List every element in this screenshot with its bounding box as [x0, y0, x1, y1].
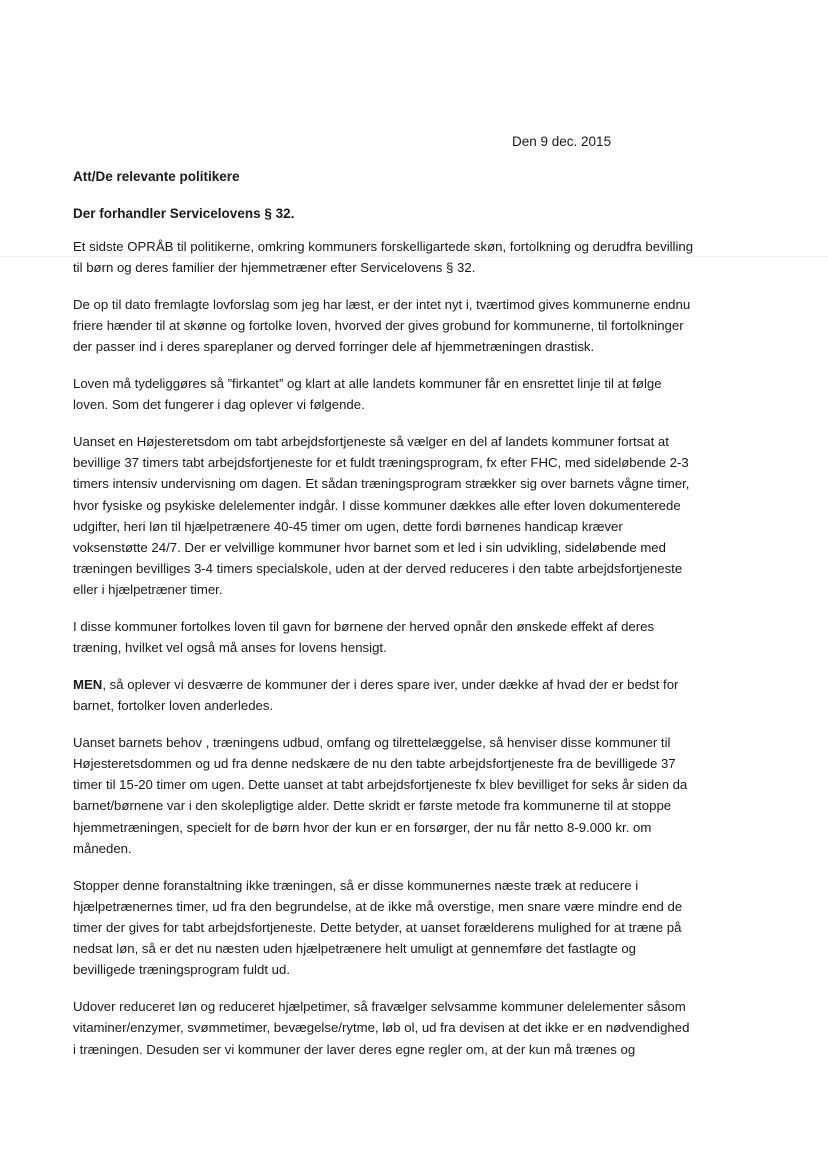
paragraph-6 [73, 674, 753, 716]
paragraph-line: hvor fysiske og psykiske delelementer indgår. I disse kommuner dækkes alle efter loven dokumenterede [73, 497, 681, 513]
paragraph-line: timer der gives for tabt arbejdsfortjeneste. Dette betyder, at uanset forælderens mulighed for at træne på [73, 919, 682, 935]
emphasis-men: MEN [73, 676, 103, 692]
paragraph-line: loven. Som det fungerer i dag oplever vi følgende. [73, 397, 365, 413]
paragraph-8 [73, 875, 753, 981]
paragraph-line: Uanset barnets behov , træningens udbud, omfang og tilrettelæggelse, så henviser disse kommuner til [73, 734, 671, 750]
paragraph-line: timers intensiv undervisning om dagen. Et sådan træningsprogram strækker sig over barnets vågne timer, [73, 476, 690, 492]
paragraph-line: Uanset en Højesteretsdom om tabt arbejdsfortjeneste så vælger en del af landets kommuner fortsat at [73, 433, 669, 449]
paragraph-5 [73, 616, 753, 658]
paragraph-line: bevilligede træningsprogram fuldt ud. [73, 962, 290, 978]
paragraph-line: barnet/børnene var i den skolepligtige alder. Dette skridt er første metode fra kommunerne til at stoppe [73, 798, 672, 814]
paragraph-line: træningen bevilliges 3-4 timers specialskole, uden at der derved reduceres i den tabte arbejdsfortjeneste [73, 561, 683, 577]
paragraph-line: Et sidste OPRÅB til politikerne, omkring kommuners forskelligartede skøn, fortolkning og derudfra bevilling [73, 239, 694, 254]
paragraph-line: til børn og deres familier der hjemmetræner efter Servicelovens § 32. [73, 260, 476, 276]
paragraph-line: Stopper denne foranstaltning ikke træningen, så er disse kommunernes næste træk at reducere i [73, 877, 639, 893]
paragraph-line: vitaminer/enzymer, svømmetimer, bevægelse/rytme, løb ol, ud fra devisen at det ikke er en nødvendighed [73, 1020, 690, 1036]
paragraph-1 [73, 236, 753, 278]
paragraph-line: Udover reduceret løn og reduceret hjælpetimer, så fravælger selvsamme kommuner delelementer såsom [73, 999, 686, 1015]
paragraph-3 [73, 373, 753, 415]
paragraph-line: Højesteretsdommen og ud fra denne nedskære de nu den tabte arbejdsfortjeneste fra de bevilligede 37 [73, 756, 676, 772]
paragraph-line: nedsat løn, så er det nu næsten uden hjælpetrænere helt umuligt at gennemføre det fastlagte og [73, 941, 637, 957]
letter-recipient: Att/De relevante politikere [73, 169, 240, 184]
paragraph-2 [73, 294, 753, 358]
paragraph-9 [73, 996, 753, 1060]
paragraph-line: bevillige 37 timers tabt arbejdsfortjeneste for et fuldt træningsprogram, fx efter FHC, med sideløbende 2-3 [73, 455, 689, 471]
paragraph-line: De op til dato fremlagte lovforslag som jeg har læst, er der intet nyt i, tværtimod gives kommunerne endnu [73, 296, 691, 312]
paragraph-line: hjælpetrænernes timer, ud fra den begrundelse, at de ikke må overstige, men snare være mindre end de [73, 898, 683, 914]
paragraph-line-rest: , så oplever vi desværre de kommuner der i deres spare iver, under dække af hvad der er bedst for [102, 676, 679, 692]
paragraph-line [73, 674, 753, 695]
paragraph-line: voksenstøtte 24/7. Der er velvillige kommuner hvor barnet som et led i sin udvikling, sideløbende med [73, 539, 666, 555]
paragraph-7 [73, 732, 753, 859]
paragraph-line: i træningen. Desuden ser vi kommuner der laver deres egne regler om, at der kun må trænes og [73, 1041, 636, 1057]
paragraph-4 [73, 431, 753, 601]
paragraph-line: barnet, fortolker loven anderledes. [73, 698, 274, 714]
letter-subject: Der forhandler Servicelovens § 32. [73, 206, 295, 221]
paragraph-line: der passer ind i deres spareplaner og derved forringer dele af hjemmetræningen drastisk. [73, 339, 595, 355]
paragraph-line: Loven må tydeliggøres så ”firkantet” og klart at alle landets kommuner får en ensrettet linje til at følge [73, 376, 662, 392]
letter-body [73, 236, 753, 1075]
paragraph-line: friere hænder til at skønne og fortolke loven, hvorved der gives grobund for kommunerne, til fortolkninger [73, 318, 684, 334]
paragraph-line: timer til 15-20 timer om ugen. Dette uanset at tabt arbejdsfortjeneste fx blev bevilliget for seks år siden da [73, 777, 688, 793]
paragraph-line: udgifter, heri løn til hjælpetrænere 40-45 timer om ugen, dette fordi børnenes handicap kræver [73, 518, 623, 534]
paragraph-line: træning, hvilket vel også må anses for lovens hensigt. [73, 640, 387, 656]
paragraph-line: eller i hjælpetræner timer. [73, 582, 223, 598]
paragraph-line: I disse kommuner fortolkes loven til gavn for børnene der herved opnår den ønskede effekt af deres [73, 619, 655, 635]
paragraph-line: hjemmetræningen, specielt for de børn hvor der kun er en forsørger, der nu får netto 8-9.000 kr. om [73, 819, 652, 835]
paragraph-line: måneden. [73, 840, 132, 856]
letter-date: Den 9 dec. 2015 [512, 134, 612, 149]
